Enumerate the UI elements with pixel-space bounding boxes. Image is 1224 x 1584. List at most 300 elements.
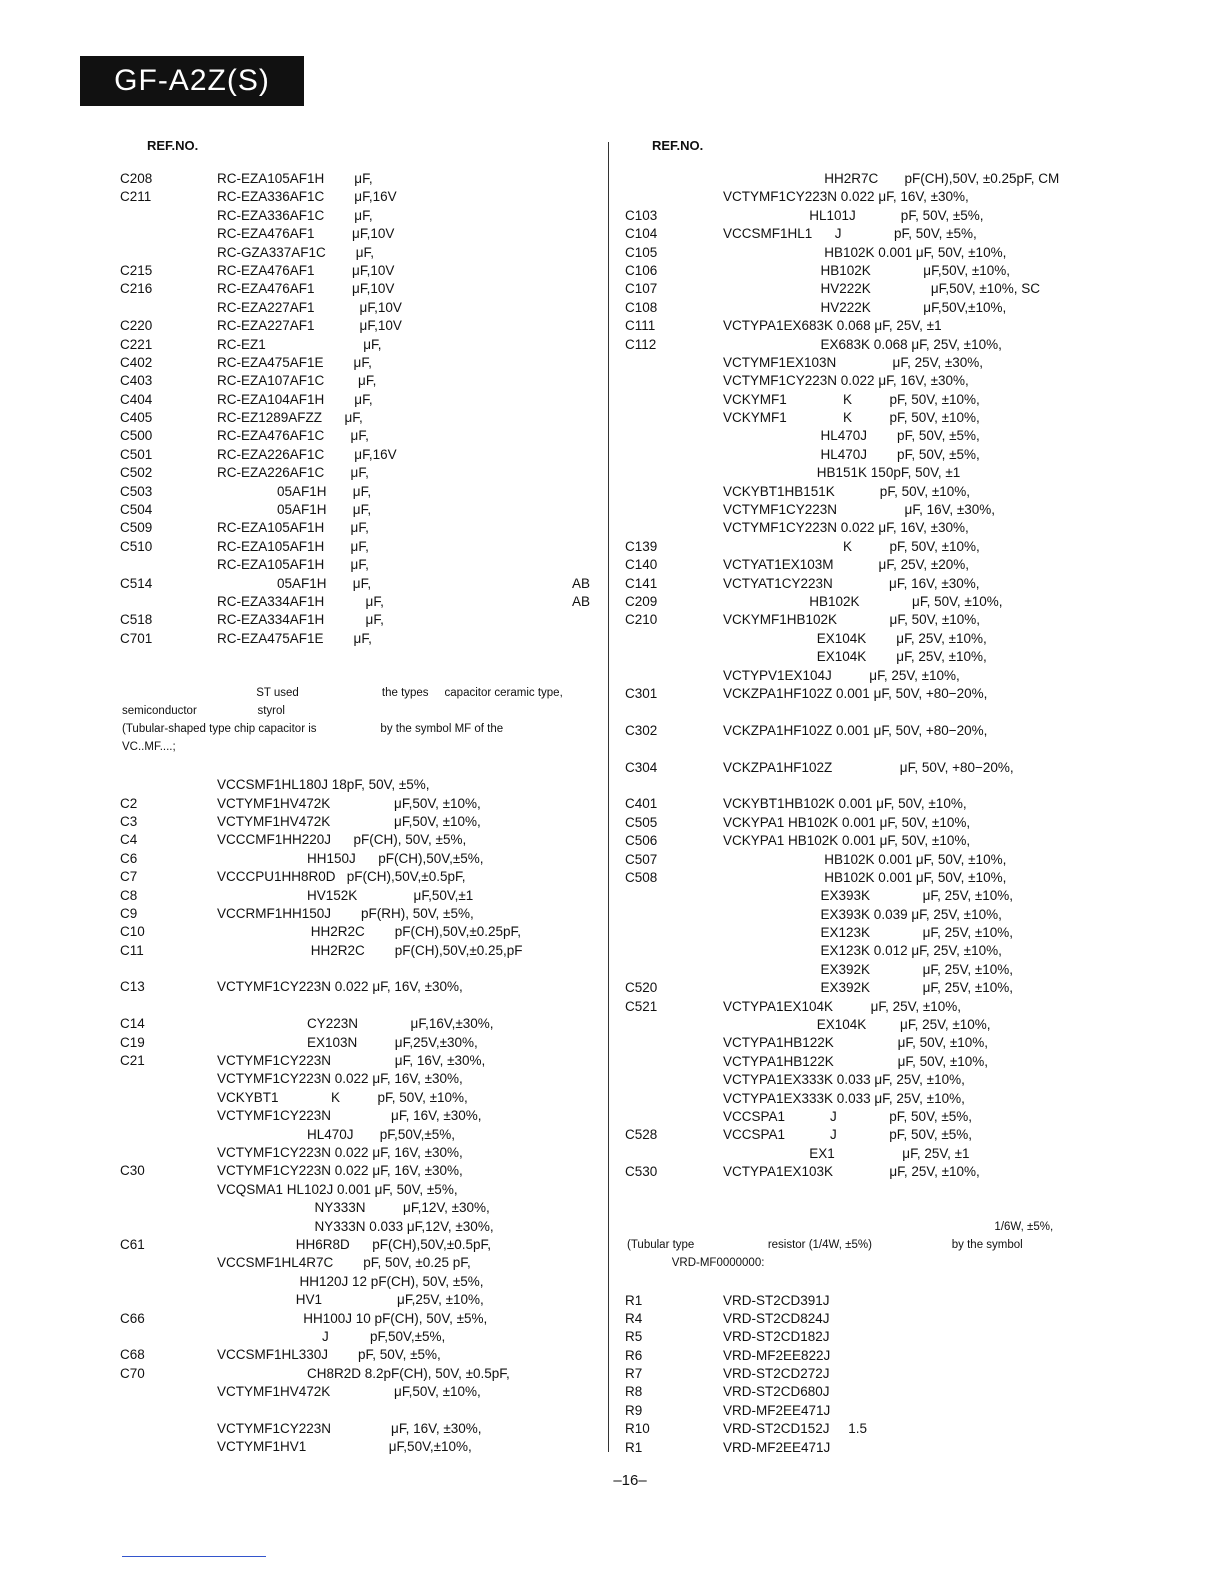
parts-row	[120, 391, 590, 409]
part-description: RC-EZA334AF1H μF,	[217, 593, 384, 609]
ref-no: C402	[120, 354, 153, 370]
parts-row	[120, 978, 590, 1015]
ref-no: C530	[625, 1164, 658, 1180]
part-description: HL470J pF, 50V, ±5%,	[723, 428, 980, 444]
part-description: EX683K 0.068 μF, 25V, ±10%,	[723, 336, 1002, 352]
part-description: RC-EZA476AF1 μF,10V	[217, 281, 395, 297]
part-description: EX392K μF, 25V, ±10%,	[723, 980, 1014, 996]
part-description: VCKYMF1 K pF, 50V, ±10%,	[723, 410, 980, 426]
right-parts-list	[625, 170, 1095, 1182]
ref-no: C19	[120, 1034, 145, 1050]
ref-no: C507	[625, 851, 658, 867]
ref-no: C508	[625, 869, 658, 885]
parts-row	[120, 1254, 590, 1272]
parts-row	[625, 207, 1095, 225]
parts-row	[625, 1090, 1095, 1108]
part-description: HH120J 12 pF(CH), 50V, ±5%,	[217, 1273, 484, 1289]
part-description: NY333N μF,12V, ±30%,	[217, 1200, 490, 1216]
part-description: RC-EZA475AF1E μF,	[217, 630, 372, 646]
ref-no: C106	[625, 262, 658, 278]
part-description: RC-EZA227AF1 μF,10V	[217, 299, 402, 315]
part-description: EX393K μF, 25V, ±10%,	[723, 888, 1014, 904]
ref-no: C103	[625, 207, 658, 223]
parts-row	[625, 519, 1095, 537]
parts-row	[625, 501, 1095, 519]
ref-no: C140	[625, 557, 658, 573]
parts-row	[625, 942, 1095, 960]
column-divider	[608, 142, 609, 1452]
ref-no: C518	[120, 612, 153, 628]
part-description: J pF,50V,±5%,	[217, 1328, 446, 1344]
ref-no: C21	[120, 1053, 145, 1069]
parts-row	[120, 1052, 590, 1070]
parts-row	[120, 1162, 590, 1180]
parts-row	[120, 776, 590, 794]
parts-row	[625, 869, 1095, 887]
part-description: VCTYMF1HV472K μF,50V, ±10%,	[217, 1384, 481, 1400]
ref-no: C514	[120, 575, 153, 591]
ref-no: R8	[625, 1384, 643, 1400]
part-description: VCTYMF1CY223N μF, 16V, ±30%,	[217, 1053, 486, 1069]
row-note: AB	[571, 593, 590, 609]
parts-row	[625, 317, 1095, 335]
parts-row	[120, 1365, 590, 1383]
part-description: EX392K μF, 25V, ±10%,	[723, 961, 1014, 977]
parts-row	[625, 961, 1095, 979]
ref-no: C520	[625, 980, 658, 996]
parts-row	[625, 575, 1095, 593]
refno-header: REF.NO.	[652, 138, 704, 153]
part-description: VCKZPA1HF102Z 0.001 μF, 50V, +80−20%,	[723, 685, 988, 701]
part-description: VCKYBT1 K pF, 50V, ±10%,	[217, 1089, 468, 1105]
parts-row	[625, 354, 1095, 372]
ref-no: C501	[120, 446, 153, 462]
parts-row	[625, 1034, 1095, 1052]
part-description: VCTYPA1EX333K 0.033 μF, 25V, ±10%,	[723, 1090, 965, 1106]
part-description: HB102K 0.001 μF, 50V, ±10%,	[723, 244, 1007, 260]
left-parts-list-2	[120, 776, 590, 1457]
part-description: RC-EZ1289AFZZ μF,	[217, 410, 363, 426]
part-description: HL470J pF, 50V, ±5%,	[723, 446, 980, 462]
part-description: VCTYMF1CY223N μF, 16V, ±30%,	[723, 502, 996, 518]
ref-no: C7	[120, 869, 138, 885]
parts-row	[120, 1218, 590, 1236]
ref-no: C70	[120, 1365, 145, 1381]
parts-row	[120, 1273, 590, 1291]
part-description: HH150J pF(CH),50V,±5%,	[217, 850, 484, 866]
parts-row	[120, 354, 590, 372]
ref-no: C112	[625, 336, 657, 352]
parts-row	[625, 887, 1095, 905]
part-description: VRD-ST2CD824J	[723, 1310, 830, 1326]
part-description: VCCSMF1HL330J pF, 50V, ±5%,	[217, 1347, 441, 1363]
parts-row	[120, 868, 590, 886]
part-description: EX1 μF, 25V, ±1	[723, 1145, 970, 1161]
part-description: VCTYAT1EX103M μF, 25V, ±20%,	[723, 557, 970, 573]
ref-no: C500	[120, 428, 153, 444]
ref-no: C304	[625, 759, 658, 775]
part-description: VCTYPA1EX333K 0.033 μF, 25V, ±10%,	[723, 1072, 965, 1088]
parts-row	[625, 225, 1095, 243]
ref-no: C105	[625, 244, 658, 260]
part-description: 05AF1H μF,	[217, 575, 372, 591]
parts-row	[120, 464, 590, 482]
parts-row	[120, 1015, 590, 1033]
resistor-note	[625, 1218, 1095, 1272]
parts-row	[120, 1181, 590, 1199]
part-description: VCTYMF1CY223N 0.022 μF, 16V, ±30%,	[723, 189, 969, 205]
note-line: semiconductor styrol	[122, 705, 285, 718]
ref-no: C139	[625, 538, 658, 554]
part-description: RC-EZA475AF1E μF,	[217, 354, 372, 370]
parts-row	[120, 299, 590, 317]
parts-row	[120, 1070, 590, 1088]
part-description: RC-EZ1 μF,	[217, 336, 382, 352]
ref-no: C301	[625, 685, 658, 701]
part-description: RC-EZA226AF1C μF,	[217, 465, 369, 481]
ref-no: R1	[625, 1292, 643, 1308]
ref-no: C502	[120, 465, 153, 481]
parts-row	[120, 427, 590, 445]
parts-row	[120, 611, 590, 629]
parts-row	[625, 188, 1095, 206]
ref-no: C221	[120, 336, 153, 352]
footer-rule	[122, 1556, 266, 1557]
parts-row	[625, 1292, 1095, 1310]
parts-row	[625, 667, 1095, 685]
part-description: RC-EZA227AF1 μF,10V	[217, 318, 402, 334]
parts-row	[625, 1439, 1095, 1457]
part-description: VCKYPA1 HB102K 0.001 μF, 50V, ±10%,	[723, 833, 971, 849]
part-description: VRD-MF2EE822J	[723, 1347, 831, 1363]
ref-no: C30	[120, 1163, 145, 1179]
part-description: HH2R2C pF(CH),50V,±0.25pF,	[217, 924, 522, 940]
ref-no: C111	[625, 318, 656, 334]
parts-row	[625, 336, 1095, 354]
ref-no: C215	[120, 262, 153, 278]
parts-row	[120, 1346, 590, 1364]
parts-row	[120, 556, 590, 574]
ref-no: C401	[625, 796, 658, 812]
parts-row	[625, 1347, 1095, 1365]
parts-row	[120, 923, 590, 941]
part-description: HB102K 0.001 μF, 50V, ±10%,	[723, 869, 1007, 885]
part-description: EX393K 0.039 μF, 25V, ±10%,	[723, 906, 1002, 922]
parts-row	[625, 1365, 1095, 1383]
ref-no: C505	[625, 814, 658, 830]
ref-no: C11	[120, 942, 144, 958]
ref-no: C701	[120, 630, 153, 646]
part-description: 05AF1H μF,	[217, 483, 372, 499]
part-description: HH100J 10 pF(CH), 50V, ±5%,	[217, 1310, 488, 1326]
ref-no: R1	[625, 1439, 643, 1455]
ref-no: C13	[120, 979, 145, 995]
ref-no: C8	[120, 887, 138, 903]
ref-no: R9	[625, 1402, 643, 1418]
note-line: VC..MF....;	[122, 741, 176, 754]
part-description: VCQSMA1 HL102J 0.001 μF, 50V, ±5%,	[217, 1181, 458, 1197]
parts-row	[625, 446, 1095, 464]
part-description: VCCSMF1HL4R7C pF, 50V, ±0.25 pF,	[217, 1255, 471, 1271]
ref-no: R7	[625, 1366, 643, 1382]
parts-row	[625, 906, 1095, 924]
part-description: RC-EZA476AF1 μF,10V	[217, 226, 395, 242]
part-description: RC-EZA334AF1H μF,	[217, 612, 384, 628]
ref-no: C404	[120, 391, 153, 407]
part-description: RC-EZA476AF1 μF,10V	[217, 262, 395, 278]
parts-row	[625, 170, 1095, 188]
note-line: (Tubular-shaped type chip capacitor is by the symbol MF of the	[122, 723, 504, 736]
part-description: EX103N μF,25V,±30%,	[217, 1034, 478, 1050]
ref-no: C66	[120, 1310, 145, 1326]
parts-row	[625, 409, 1095, 427]
parts-row	[625, 299, 1095, 317]
parts-row	[625, 391, 1095, 409]
parts-row	[625, 832, 1095, 850]
parts-row	[120, 244, 590, 262]
parts-row	[625, 1328, 1095, 1346]
part-description: VCTYPA1EX103K μF, 25V, ±10%,	[723, 1164, 980, 1180]
part-description: VRD-ST2CD680J	[723, 1384, 830, 1400]
part-description: VRD-ST2CD272J	[723, 1366, 830, 1382]
parts-row	[625, 630, 1095, 648]
parts-row	[625, 464, 1095, 482]
ref-no: C107	[625, 281, 658, 297]
parts-row	[625, 593, 1095, 611]
part-description: VRD-ST2CD152J 1.5	[723, 1421, 868, 1437]
note-line: ST used the types capacitor ceramic type,	[122, 687, 563, 700]
parts-row	[120, 538, 590, 556]
part-description: VCTYMF1CY223N 0.022 μF, 16V, ±30%,	[217, 1071, 463, 1087]
part-description: RC-GZA337AF1C μF,	[217, 244, 375, 260]
part-description: EX123K μF, 25V, ±10%,	[723, 925, 1014, 941]
part-description: VCTYMF1CY223N 0.022 μF, 16V, ±30%,	[723, 373, 969, 389]
ref-no: R4	[625, 1310, 643, 1326]
parts-row	[625, 648, 1095, 666]
part-description: VCTYMF1CY223N 0.022 μF, 16V, ±30%,	[217, 979, 463, 995]
parts-row	[120, 795, 590, 813]
parts-row	[625, 556, 1095, 574]
parts-row	[120, 1310, 590, 1328]
part-description: VCCRMF1HH150J pF(RH), 50V, ±5%,	[217, 905, 474, 921]
parts-row	[120, 1328, 590, 1346]
ref-no: C208	[120, 171, 153, 186]
ref-no: C61	[120, 1236, 145, 1252]
left-column	[120, 138, 590, 1457]
parts-row	[625, 280, 1095, 298]
parts-row	[625, 722, 1095, 759]
part-description: VRD-ST2CD391J	[723, 1292, 830, 1308]
part-description: VCTYMF1CY223N μF, 16V, ±30%,	[217, 1108, 482, 1124]
ref-no: C6	[120, 850, 138, 866]
parts-row	[120, 170, 590, 188]
ref-no: C108	[625, 299, 658, 315]
ref-no: R5	[625, 1329, 643, 1345]
parts-row	[625, 1016, 1095, 1034]
parts-row	[120, 1199, 590, 1217]
part-description: VCTYPA1HB122K μF, 50V, ±10%,	[723, 1053, 989, 1069]
parts-row	[120, 372, 590, 390]
parts-row	[625, 1053, 1095, 1071]
part-description: HB102K μF, 50V, ±10%,	[723, 593, 1003, 609]
parts-row	[120, 317, 590, 335]
parts-row	[120, 905, 590, 923]
model-title: GF-A2Z(S)	[80, 56, 304, 106]
parts-row	[120, 1144, 590, 1162]
parts-row	[120, 1291, 590, 1309]
parts-row	[625, 685, 1095, 722]
ref-no: C2	[120, 795, 138, 811]
parts-row	[625, 1108, 1095, 1126]
part-description: VCKZPA1HF102Z μF, 50V, +80−20%,	[723, 759, 1014, 775]
parts-row	[120, 262, 590, 280]
parts-row	[120, 409, 590, 427]
part-description: HH2R2C pF(CH),50V,±0.25,pF	[217, 942, 523, 958]
part-description: VCTYMF1HV472K μF,50V, ±10%,	[217, 795, 481, 811]
note-line: 1/6W, ±5%,	[627, 1220, 1054, 1233]
parts-row	[625, 795, 1095, 813]
parts-row	[625, 1071, 1095, 1089]
part-description: VCKZPA1HF102Z 0.001 μF, 50V, +80−20%,	[723, 722, 988, 738]
parts-row	[625, 1126, 1095, 1144]
part-description: RC-EZA476AF1C μF,	[217, 428, 369, 444]
ref-no: C210	[625, 612, 658, 628]
ref-no: C14	[120, 1016, 145, 1032]
part-description: VCTYPA1EX104K μF, 25V, ±10%,	[723, 998, 962, 1014]
parts-row	[120, 1107, 590, 1125]
ref-no: C104	[625, 226, 658, 242]
parts-row	[120, 188, 590, 206]
part-description: VCTYMF1CY223N 0.022 μF, 16V, ±30%,	[217, 1163, 463, 1179]
parts-row	[625, 924, 1095, 942]
part-description: EX104K μF, 25V, ±10%,	[723, 649, 987, 665]
note-line: (Tubular type resistor (1/4W, ±5%) by the symbol	[627, 1238, 1023, 1251]
part-description: VRD-ST2CD182J	[723, 1329, 830, 1345]
parts-row	[625, 483, 1095, 501]
part-description: VCCCMF1HH220J pF(CH), 50V, ±5%,	[217, 832, 467, 848]
ref-no: C528	[625, 1127, 658, 1143]
part-description: VCKYBT1HB102K 0.001 μF, 50V, ±10%,	[723, 796, 967, 812]
parts-row	[625, 538, 1095, 556]
ref-no: C403	[120, 373, 153, 389]
part-description: VCTYMF1CY223N 0.022 μF, 16V, ±30%,	[723, 520, 969, 536]
ref-no: C141	[625, 575, 658, 591]
part-description: VCKYBT1HB151K pF, 50V, ±10%,	[723, 483, 971, 499]
parts-row	[625, 979, 1095, 997]
part-description: RC-EZA104AF1H μF,	[217, 391, 373, 407]
part-description: VCTYMF1CY223N μF, 16V, ±30%,	[217, 1420, 482, 1436]
parts-row	[120, 1034, 590, 1052]
part-description: HH2R7C pF(CH),50V, ±0.25pF, CM	[723, 171, 1060, 186]
part-description: K pF, 50V, ±10%,	[723, 538, 980, 554]
parts-row	[120, 831, 590, 849]
ref-no: C10	[120, 924, 145, 940]
part-description: CH8R2D 8.2pF(CH), 50V, ±0.5pF,	[217, 1365, 510, 1381]
ref-no: C509	[120, 520, 153, 536]
part-description: NY333N 0.033 μF,12V, ±30%,	[217, 1218, 494, 1234]
parts-row	[625, 262, 1095, 280]
part-description: VCCCPU1HH8R0D pF(CH),50V,±0.5pF,	[217, 869, 466, 885]
ref-no: C209	[625, 593, 658, 609]
parts-row	[625, 814, 1095, 832]
part-description: HL470J pF,50V,±5%,	[217, 1126, 456, 1142]
parts-row	[625, 998, 1095, 1016]
part-description: HB151K 150pF, 50V, ±1	[723, 465, 961, 481]
part-description: VCTYPV1EX104J μF, 25V, ±10%,	[723, 667, 960, 683]
part-description: VCCSPA1 J pF, 50V, ±5%,	[723, 1108, 973, 1124]
note-line: VRD-MF0000000:	[627, 1256, 765, 1269]
part-description: VCKYPA1 HB102K 0.001 μF, 50V, ±10%,	[723, 814, 971, 830]
right-column	[625, 138, 1095, 1457]
parts-row	[120, 501, 590, 519]
part-description: VCTYAT1CY223N μF, 16V, ±30%,	[723, 575, 980, 591]
ref-no: C211	[120, 189, 152, 205]
parts-row	[120, 1089, 590, 1107]
part-description: EX104K μF, 25V, ±10%,	[723, 1017, 991, 1033]
part-description: RC-EZA105AF1H μF,	[217, 520, 369, 536]
ref-no: C405	[120, 410, 153, 426]
part-description: RC-EZA105AF1H μF,	[217, 171, 373, 186]
parts-row	[625, 1402, 1095, 1420]
ref-no: C510	[120, 538, 153, 554]
part-description: HH6R8D pF(CH),50V,±0.5pF,	[217, 1236, 491, 1252]
part-description: RC-EZA107AF1C μF,	[217, 373, 377, 389]
part-description: 05AF1H μF,	[217, 502, 372, 518]
parts-row	[120, 207, 590, 225]
capacitor-note	[120, 684, 590, 756]
parts-row	[120, 446, 590, 464]
part-description: VCCSMF1HL1 J pF, 50V, ±5%,	[723, 226, 977, 242]
part-description: HB102K μF,50V, ±10%,	[723, 262, 1011, 278]
part-description: RC-EZA336AF1C μF,	[217, 207, 373, 223]
page-number: –16–	[613, 1472, 647, 1489]
parts-row	[120, 336, 590, 354]
parts-row	[120, 575, 590, 593]
ref-no: C220	[120, 318, 153, 334]
refno-header: REF.NO.	[147, 138, 199, 153]
part-description: RC-EZA105AF1H μF,	[217, 538, 369, 554]
part-description: EX123K 0.012 μF, 25V, ±10%,	[723, 943, 1002, 959]
parts-row	[120, 1383, 590, 1420]
parts-row	[625, 244, 1095, 262]
ref-no: C503	[120, 483, 153, 499]
part-description: HV222K μF,50V,±10%,	[723, 299, 1007, 315]
left-parts-list	[120, 170, 590, 648]
part-description: VCCSMF1HL180J 18pF, 50V, ±5%,	[217, 777, 430, 793]
ref-no: R10	[625, 1421, 650, 1437]
part-description: HV222K μF,50V, ±10%, SC	[723, 281, 1041, 297]
parts-row	[120, 593, 590, 611]
parts-row	[625, 427, 1095, 445]
part-description: VRD-MF2EE471J	[723, 1439, 831, 1455]
part-description: HL101J pF, 50V, ±5%,	[723, 207, 984, 223]
part-description: VCTYMF1EX103N μF, 25V, ±30%,	[723, 354, 984, 370]
part-description: VCTYMF1HV472K μF,50V, ±10%,	[217, 813, 481, 829]
ref-no: C506	[625, 833, 658, 849]
ref-no: C504	[120, 502, 153, 518]
ref-no: C302	[625, 722, 658, 738]
parts-row	[625, 1145, 1095, 1163]
parts-row	[120, 942, 590, 979]
part-description: RC-EZA105AF1H μF,	[217, 557, 369, 573]
part-description: VCTYPA1HB122K μF, 50V, ±10%,	[723, 1035, 989, 1051]
part-description: VCKYMF1HB102K μF, 50V, ±10%,	[723, 612, 981, 628]
right-parts-list-2	[625, 1292, 1095, 1458]
parts-row	[120, 1438, 590, 1456]
part-description: EX104K μF, 25V, ±10%,	[723, 630, 987, 646]
part-description: CY223N μF,16V,±30%,	[217, 1016, 494, 1032]
part-description: HB102K 0.001 μF, 50V, ±10%,	[723, 851, 1007, 867]
